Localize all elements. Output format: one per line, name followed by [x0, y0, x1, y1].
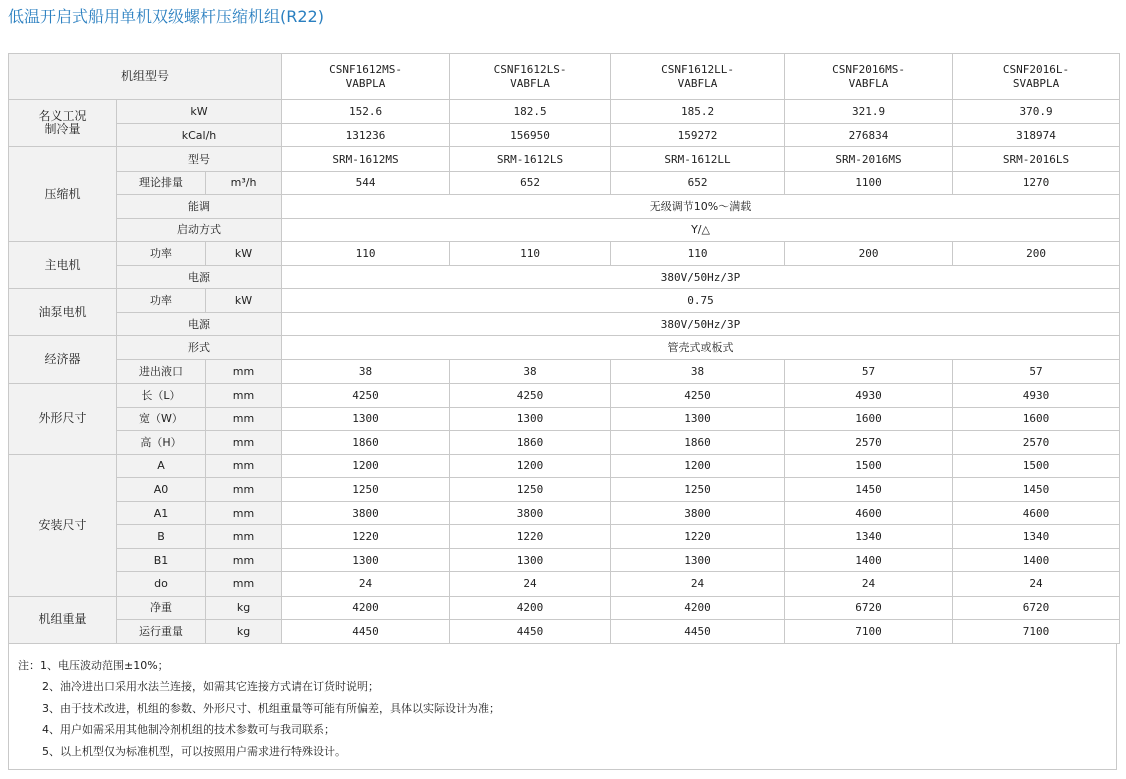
value-cell: 2570: [953, 430, 1120, 454]
unit-label: kW: [206, 241, 282, 265]
unit-label: mm: [206, 502, 282, 525]
unit-label: kW: [206, 289, 282, 313]
value-cell: 7100: [785, 619, 953, 643]
model-name-line: SVABPLA: [1012, 76, 1060, 90]
group-main-motor: 主电机: [9, 241, 117, 288]
value-cell: 159272: [611, 124, 785, 147]
note-3: 3、由于技术改进，机组的参数、外形尺寸、机组重量等可能有所偏差，具体以实际设计为准；: [42, 702, 500, 715]
model-header-label: 机组型号: [9, 54, 282, 100]
row-label: do: [117, 572, 206, 596]
table-row: [9, 336, 1120, 360]
note-1: 注：1、电压波动范围±10%；: [18, 659, 169, 672]
value-cell: 4250: [611, 383, 785, 407]
value-cell: 1270: [953, 171, 1120, 194]
unit-label: mm: [206, 525, 282, 549]
unit-label: mm: [206, 477, 282, 501]
value-cell: 321.9: [785, 100, 953, 124]
value-cell: 1600: [785, 407, 953, 430]
unit-label: mm: [206, 360, 282, 383]
value-cell: 4930: [953, 383, 1120, 407]
value-cell: 1500: [785, 454, 953, 477]
table-row: [9, 596, 1120, 619]
row-label: A0: [117, 477, 206, 501]
table-row: [9, 218, 1120, 241]
value-cell: 544: [282, 171, 450, 194]
value-cell: 1860: [282, 430, 450, 454]
table-row: [9, 360, 1120, 383]
value-cell: SRM-1612LS: [450, 147, 611, 171]
table-row: [9, 502, 1120, 525]
value-cell: 24: [450, 572, 611, 596]
value-cell: 57: [953, 360, 1120, 383]
unit-label: kg: [206, 596, 282, 619]
value-cell: SRM-1612MS: [282, 147, 450, 171]
value-cell: 1300: [450, 549, 611, 572]
row-label: 功率: [117, 241, 206, 265]
table-row: [9, 313, 1120, 336]
table-row: [9, 241, 1120, 265]
row-label: 净重: [117, 596, 206, 619]
unit-label: kCal/h: [117, 124, 282, 147]
row-label: B1: [117, 549, 206, 572]
unit-label: mm: [206, 549, 282, 572]
table-row: [9, 194, 1120, 218]
spec-table: [8, 53, 1120, 644]
table-row: [9, 430, 1120, 454]
value-cell: 370.9: [953, 100, 1120, 124]
value-cell: SRM-2016MS: [785, 147, 953, 171]
value-cell: 1250: [450, 477, 611, 501]
row-label: 电源: [117, 313, 282, 336]
row-label: 电源: [117, 266, 282, 289]
value-cell: SRM-2016LS: [953, 147, 1120, 171]
unit-label: kW: [117, 100, 282, 124]
value-cell: 276834: [785, 124, 953, 147]
row-label: 进出液口: [117, 360, 206, 383]
value-cell: 152.6: [282, 100, 450, 124]
value-cell: 4450: [282, 619, 450, 643]
group-compressor: 压缩机: [9, 147, 117, 241]
table-row: [9, 171, 1120, 194]
value-cell: 1300: [282, 549, 450, 572]
value-cell: 1300: [450, 407, 611, 430]
note-4: 4、用户如需采用其他制冷剂机组的技术参数可与我司联系；: [42, 723, 335, 736]
table-row: [9, 289, 1120, 313]
value-cell: 1250: [611, 477, 785, 501]
row-label: 理论排量: [117, 171, 206, 194]
value-cell: 38: [611, 360, 785, 383]
table-row: [9, 525, 1120, 549]
group-installation: 安装尺寸: [9, 454, 117, 596]
value-cell: 4600: [953, 502, 1120, 525]
merged-value: 无级调节10%～满载: [282, 194, 1120, 218]
value-cell: 4250: [282, 383, 450, 407]
model-name-line: CSNF2016MS-: [832, 62, 905, 76]
model-name-cell: [450, 54, 611, 100]
value-cell: 38: [450, 360, 611, 383]
value-cell: 318974: [953, 124, 1120, 147]
value-cell: 1860: [611, 430, 785, 454]
value-cell: 110: [611, 241, 785, 265]
value-cell: 1400: [785, 549, 953, 572]
unit-label: mm: [206, 407, 282, 430]
value-cell: 1400: [953, 549, 1120, 572]
value-cell: 24: [282, 572, 450, 596]
value-cell: 200: [785, 241, 953, 265]
table-row: [9, 619, 1120, 643]
row-label: 能调: [117, 194, 282, 218]
model-name-line: CSNF1612LL-: [661, 62, 734, 76]
row-label: 型号: [117, 147, 282, 171]
model-name-line: CSNF1612MS-: [329, 62, 402, 76]
value-cell: 1200: [450, 454, 611, 477]
table-row: [9, 383, 1120, 407]
value-cell: 182.5: [450, 100, 611, 124]
value-cell: 110: [282, 241, 450, 265]
merged-value: 380V/50Hz/3P: [282, 266, 1120, 289]
value-cell: 1100: [785, 171, 953, 194]
table-row: [9, 54, 1120, 100]
value-cell: 1340: [953, 525, 1120, 549]
value-cell: 3800: [282, 502, 450, 525]
value-cell: 4450: [450, 619, 611, 643]
value-cell: 57: [785, 360, 953, 383]
model-name-line: VABFLA: [848, 76, 889, 90]
merged-value: 0.75: [282, 289, 1120, 313]
unit-label: m³/h: [206, 171, 282, 194]
model-name-cell: [785, 54, 953, 100]
model-name-cell: [953, 54, 1120, 100]
value-cell: 1300: [282, 407, 450, 430]
model-name-line: CSNF1612LS-: [493, 62, 567, 76]
page-title: 低温开启式船用单机双级螺杆压缩机组(R22): [8, 7, 324, 26]
value-cell: 3800: [611, 502, 785, 525]
value-cell: 1200: [611, 454, 785, 477]
value-cell: 4600: [785, 502, 953, 525]
row-label: 形式: [117, 336, 282, 360]
value-cell: 1300: [611, 407, 785, 430]
unit-label: kg: [206, 619, 282, 643]
value-cell: 4200: [450, 596, 611, 619]
note-5: 5、以上机型仅为标准机型，可以按照用户需求进行特殊设计。: [42, 745, 346, 758]
value-cell: 1860: [450, 430, 611, 454]
value-cell: 200: [953, 241, 1120, 265]
model-name-cell: [282, 54, 450, 100]
value-cell: 2570: [785, 430, 953, 454]
table-row: [9, 266, 1120, 289]
unit-label: mm: [206, 430, 282, 454]
table-row: [9, 100, 1120, 124]
value-cell: SRM-1612LL: [611, 147, 785, 171]
value-cell: 1300: [611, 549, 785, 572]
row-label: B: [117, 525, 206, 549]
value-cell: 1450: [953, 477, 1120, 501]
value-cell: 1450: [785, 477, 953, 501]
value-cell: 4200: [611, 596, 785, 619]
model-name-line: CSNF2016L-: [1002, 62, 1070, 76]
value-cell: 6720: [953, 596, 1120, 619]
unit-label: mm: [206, 572, 282, 596]
value-cell: 652: [450, 171, 611, 194]
note-2: 2、油冷进出口采用水法兰连接，如需其它连接方式请在订货时说明；: [42, 680, 379, 693]
row-label: 启动方式: [117, 218, 282, 241]
table-row: [9, 124, 1120, 147]
table-row: [9, 454, 1120, 477]
value-cell: 24: [785, 572, 953, 596]
group-dimensions: 外形尺寸: [9, 383, 117, 454]
value-cell: 110: [450, 241, 611, 265]
row-label: 长（L）: [117, 383, 206, 407]
value-cell: 3800: [450, 502, 611, 525]
model-name-line: VABPLA: [345, 76, 386, 90]
value-cell: 156950: [450, 124, 611, 147]
row-label: 高（H）: [117, 430, 206, 454]
table-row: [9, 407, 1120, 430]
value-cell: 38: [282, 360, 450, 383]
value-cell: 1220: [611, 525, 785, 549]
row-label: A: [117, 454, 206, 477]
table-row: [9, 477, 1120, 501]
unit-label: mm: [206, 383, 282, 407]
value-cell: 4930: [785, 383, 953, 407]
value-cell: 6720: [785, 596, 953, 619]
row-label: A1: [117, 502, 206, 525]
table-row: [9, 147, 1120, 171]
model-name-cell: [611, 54, 785, 100]
group-economizer: 经济器: [9, 336, 117, 383]
value-cell: 1220: [282, 525, 450, 549]
merged-value: 380V/50Hz/3P: [282, 313, 1120, 336]
value-cell: 131236: [282, 124, 450, 147]
model-name-line: VABFLA: [510, 76, 550, 90]
notes-box: [8, 644, 1117, 770]
value-cell: 1500: [953, 454, 1120, 477]
value-cell: 24: [611, 572, 785, 596]
table-row: [9, 572, 1120, 596]
table-row: [9, 549, 1120, 572]
merged-value: 管壳式或板式: [282, 336, 1120, 360]
merged-value: Y/△: [282, 218, 1120, 241]
value-cell: 1340: [785, 525, 953, 549]
value-cell: 1220: [450, 525, 611, 549]
group-weight: 机组重量: [9, 596, 117, 643]
model-name-line: VABFLA: [677, 76, 718, 90]
row-label: 运行重量: [117, 619, 206, 643]
value-cell: 1600: [953, 407, 1120, 430]
unit-label: mm: [206, 454, 282, 477]
value-cell: 7100: [953, 619, 1120, 643]
value-cell: 4450: [611, 619, 785, 643]
value-cell: 4250: [450, 383, 611, 407]
row-label: 功率: [117, 289, 206, 313]
group-cooling-capacity: 名义工况 制冷量: [9, 100, 117, 147]
row-label: 宽（W）: [117, 407, 206, 430]
value-cell: 652: [611, 171, 785, 194]
value-cell: 24: [953, 572, 1120, 596]
value-cell: 1250: [282, 477, 450, 501]
value-cell: 1200: [282, 454, 450, 477]
value-cell: 4200: [282, 596, 450, 619]
value-cell: 185.2: [611, 100, 785, 124]
group-oil-pump-motor: 油泵电机: [9, 289, 117, 336]
